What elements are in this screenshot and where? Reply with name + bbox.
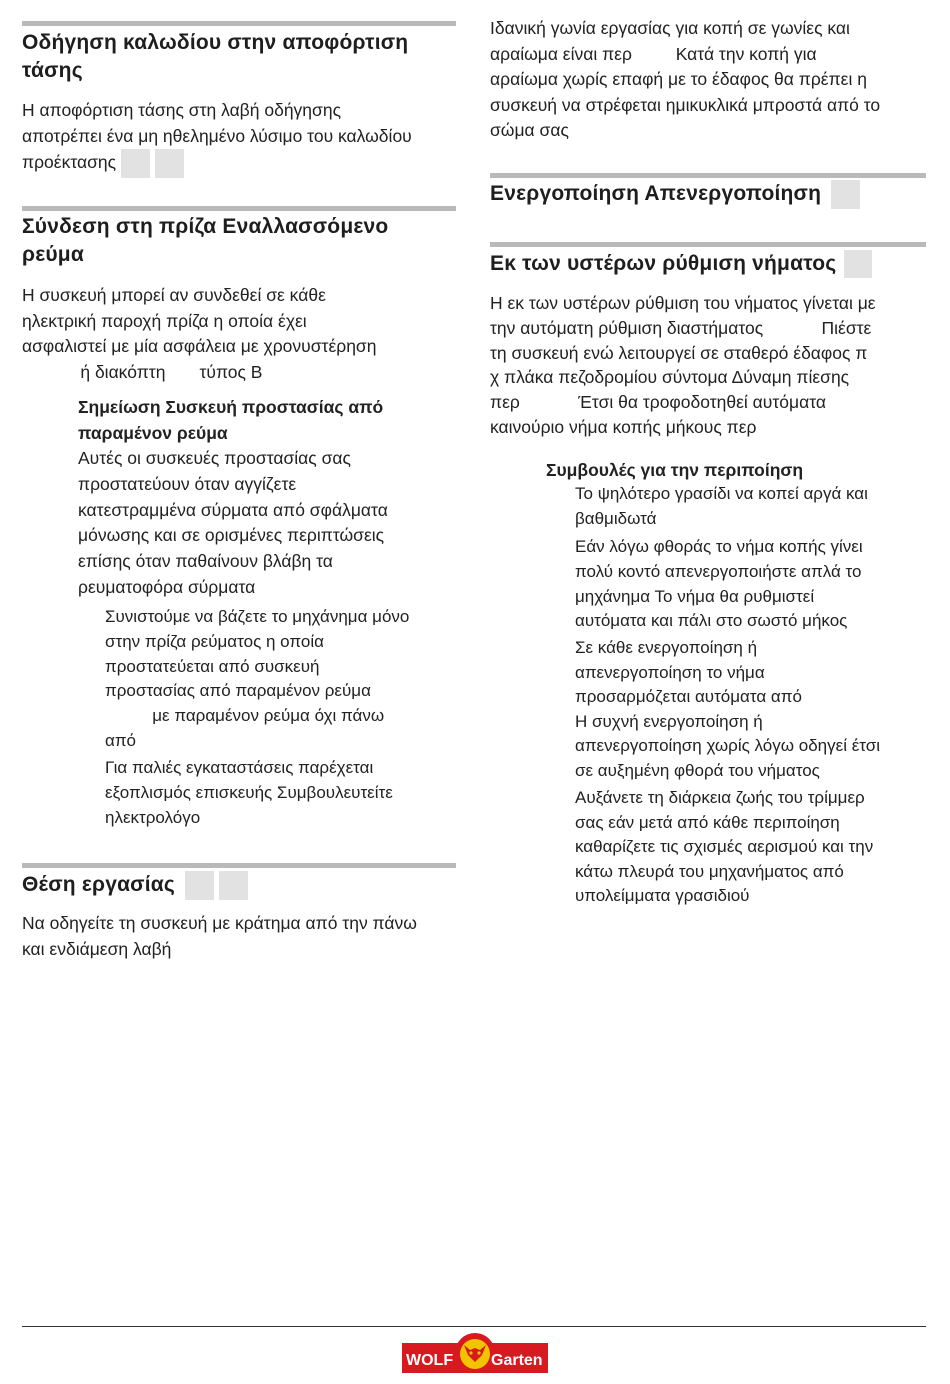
- section-rule: [490, 173, 926, 178]
- note-title: Σημείωση Συσκευή προστασίας από παραμένον ρεύμα: [78, 397, 384, 443]
- tip-item: Εάν λόγω φθοράς το νήμα κοπής γίνει πολύ κοντό απενεργοποιήστε απλά το μηχάνημα Το νήμα θα ρυθμιστεί αυτόματα και πάλι στο σωστό μήκος: [575, 537, 863, 631]
- section-rule: [490, 242, 926, 247]
- section-rule: [22, 863, 456, 868]
- paragraph-mains-connection: Η συσκευή μπορεί αν συνδεθεί σε κάθε ηλεκτρική παροχή πρίζα η οποία έχει ασφαλιστεί με μία ασφάλεια με χρονυστέρηση ή διακόπτη τύπος B: [22, 285, 377, 382]
- recommendation-old-installations: Για παλιές εγκαταστάσεις παρέχεται εξοπλισμός επισκευής Συμβουλευτείτε ηλεκτρολόγο: [105, 758, 393, 827]
- section-title-mains-connection: Σύνδεση στη πρίζα Εναλλασσόμενο ρεύμα: [22, 215, 389, 266]
- section-rule: [22, 206, 456, 211]
- figure-ref-box: [185, 871, 214, 900]
- paragraph-line-adjustment: Η εκ των υστέρων ρύθμιση του νήματος γίνεται με την αυτόματη ρύθμιση διαστήματος Πιέστε τη συσκευή ενώ λειτουργεί σε σταθερό έδαφος π χ πλάκα πεζοδρομίου σύντομα Δύναμη πίεσης περ Έτσι θα τροφοδοτηθεί αυτόματα καινούριο νήμα κοπής μήκους περ: [490, 293, 876, 437]
- wolf-garten-logo: [402, 1331, 548, 1375]
- paragraph-working-position: Να οδηγείτε τη συσκευή με κράτημα από την πάνω και ενδιάμεση λαβή: [22, 913, 417, 959]
- note-residual-current: [78, 394, 463, 601]
- section-title-line-adjustment: Εκ των υστέρων ρύθμιση νήματος: [490, 250, 930, 278]
- figure-ref-box: [844, 250, 872, 278]
- figure-ref-box: [219, 871, 248, 900]
- note-body: Αυτές οι συσκευές προστασίας σας προστατεύουν όταν αγγίζετε κατεστραμμένα σύρματα από σφάλματα μόνωσης και σε ορισμένες περιπτώσεις επίσης όταν παθαίνουν βλάβη τα ρευματοφόρα σύρματα: [78, 448, 388, 597]
- svg-text:Garten: Garten: [491, 1352, 543, 1369]
- section-title-cable-strain-relief: Οδήγηση καλωδίου στην αποφόρτιση τάσης: [22, 31, 409, 82]
- tip-item: Σε κάθε ενεργοποίηση ή απενεργοποίηση το νήμα προσαρμόζεται αυτόματα από Η συχνή ενεργοποίηση ή απενεργοποίηση χωρίς λόγω οδηγεί έτσι σε αυξημένη φθορά του νήματος: [575, 638, 881, 780]
- paragraph-strain-relief: Η αποφόρτιση τάσης στη λαβή οδήγησης αποτρέπει ένα μη ηθελημένο λύσιμο του καλωδίου προέκτασης: [22, 98, 462, 178]
- tips-title: Συμβουλές για την περιποίηση: [546, 460, 804, 480]
- paragraph-working-angle: Ιδανική γωνία εργασίας για κοπή σε γωνίες και αραίωμα είναι περ Κατά την κοπή για αραίωμα χωρίς επαφή με το έδαφος θα πρέπει η συσκευή να στρέφεται ημικυκλικά μπροστά από το σώμα σας: [490, 18, 881, 140]
- footer-rule: [22, 1326, 926, 1327]
- tip-item: Το ψηλότερο γρασίδι να κοπεί αργά και βαθμιδωτά: [575, 484, 868, 528]
- figure-ref-box: [121, 149, 150, 178]
- figure-ref-box: [831, 180, 860, 209]
- section-rule: [22, 21, 456, 26]
- tip-item: Αυξάνετε τη διάρκεια ζωής του τρίμμερ σας εάν μετά από κάθε περιποίηση καθαρίζετε τις σχισμές αερισμού και την κάτω πλευρά του μηχανήματος από υπολείμματα γρασιδιού: [575, 788, 874, 906]
- section-title-working-position: Θέση εργασίας: [22, 871, 462, 900]
- section-title-on-off: Ενεργοποίηση Απενεργοποίηση: [490, 180, 930, 209]
- recommendation-rcd: Συνιστούμε να βάζετε το μηχάνημα μόνο στην πρίζα ρεύματος η οποία προστατεύεται από συσκευή προστασίας από παραμένον ρεύμα με παραμένον ρεύμα όχι πάνω από: [105, 607, 410, 750]
- svg-text:WOLF: WOLF: [406, 1352, 454, 1369]
- figure-ref-box: [155, 149, 184, 178]
